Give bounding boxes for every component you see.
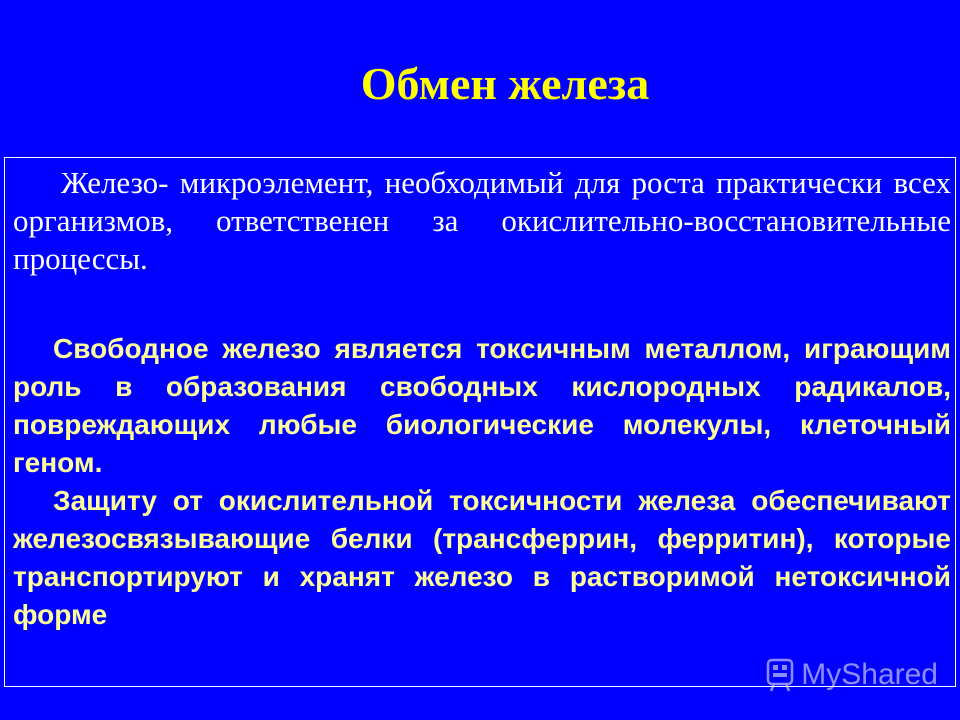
myshared-logo-icon: [765, 658, 795, 692]
watermark: [765, 655, 938, 695]
slide-title: Обмен железа: [360, 58, 650, 109]
content-box: [4, 157, 956, 687]
watermark-text: MyShared: [801, 658, 938, 691]
paragraph-iron-definition: Железо- микроэлемент, необходимый для роста практически всех организмов, ответственен за окислительно-восстановительные процессы.: [13, 165, 951, 276]
paragraph-free-iron-toxicity: Свободное железо является токсичным металлом, играющим роль в образования свободных кислородных радикалов, повреждающих любые биологические молекулы, клеточный геном.: [13, 333, 951, 478]
paragraph-iron-binding-proteins: Защиту от окислительной токсичности железа обеспечивают железосвязывающие белки (трансферрин, ферритин), которые транспортируют и хранят железо в растворимой нетоксичной форме: [13, 485, 951, 630]
